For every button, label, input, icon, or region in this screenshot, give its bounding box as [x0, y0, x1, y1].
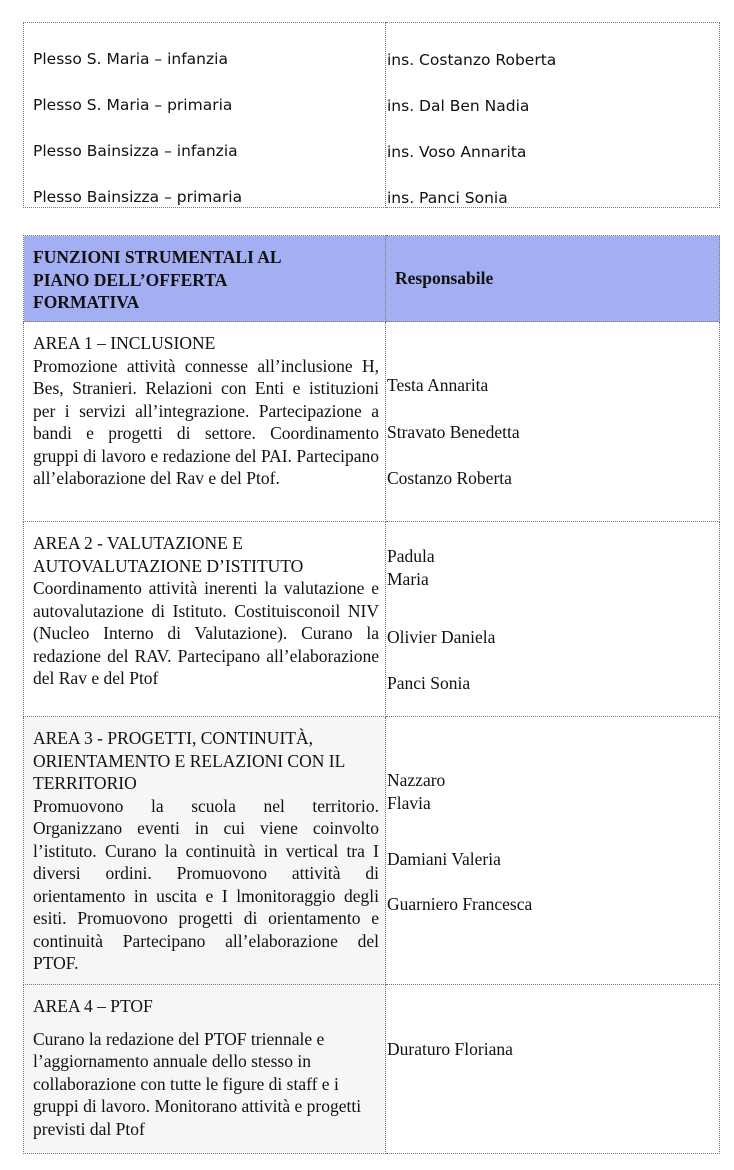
referente-name: ins. Panci Sonia — [387, 189, 508, 207]
plesso-name: Plesso S. Maria – infanzia — [33, 50, 228, 68]
area-row — [24, 985, 720, 1154]
referente-name: ins. Costanzo Roberta — [387, 51, 557, 69]
responsabili-cell — [386, 717, 720, 985]
referente-name: ins. Voso Annarita — [387, 143, 527, 161]
plessi-row — [24, 23, 720, 208]
plesso-name: Plesso Bainsizza – primaria — [33, 188, 243, 206]
plesso-name: Plesso Bainsizza – infanzia — [33, 142, 238, 160]
responsabile-name: Duraturo Floriana — [387, 1039, 513, 1059]
area-cell — [24, 522, 386, 717]
area-row — [24, 522, 720, 717]
area-row — [24, 322, 720, 522]
header-title-line: FORMATIVA — [33, 292, 140, 312]
funzioni-strumentali-table — [23, 235, 720, 1154]
table-header-row — [24, 236, 720, 322]
responsabile-name: Damiani Valeria — [387, 849, 501, 869]
area-title: AREA 3 - PROGETTI, CONTINUITÀ, ORIENTAMENTO E RELAZIONI CON IL TERRITORIO — [33, 728, 345, 793]
area-title: AREA 1 – INCLUSIONE — [33, 333, 216, 353]
area-title: AREA 4 – PTOF — [33, 996, 153, 1016]
header-title-line: PIANO DELL’OFFERTA — [33, 269, 228, 290]
responsabile-name: Nazzaro — [387, 770, 446, 790]
responsabili-cell — [386, 522, 720, 717]
area-title: AREA 2 - VALUTAZIONE E AUTOVALUTAZIONE D’ISTITUTO — [33, 533, 304, 576]
header-title-line: FUNZIONI STRUMENTALI AL — [33, 247, 282, 267]
area-description: Curano la redazione del PTOF triennale e l’aggiornamento annuale dello stesso in collaborazione con tutte le figure di staff e i gruppi di lavoro. Monitorano attività e progetti previsti dal Ptof — [33, 1028, 362, 1139]
plesso-name: Plesso S. Maria – primaria — [33, 96, 233, 114]
responsabile-name: Panci Sonia — [387, 673, 471, 693]
area-row — [24, 717, 720, 985]
referente-name: ins. Dal Ben Nadia — [387, 97, 530, 115]
responsabile-name: Olivier Daniela — [387, 627, 496, 647]
plessi-cell — [24, 23, 386, 208]
responsabile-name: Costanzo Roberta — [387, 468, 512, 488]
referenti-cell — [386, 23, 720, 208]
area-cell — [24, 322, 386, 522]
area-cell — [24, 985, 386, 1154]
plessi-table — [23, 22, 720, 208]
responsabile-name: Stravato Benedetta — [387, 422, 520, 442]
responsabili-cell — [386, 322, 720, 522]
area-description: Coordinamento attività inerenti la valutazione e autovalutazione di Istituto. Costituisconoil NIV (Nucleo Interno di Valutazione). Curano la redazione del RAV. Partecipano all’elaborazione del Rav e del Ptof — [33, 578, 379, 688]
responsabili-cell — [386, 985, 720, 1154]
responsabile-name: Maria — [387, 569, 429, 589]
header-responsabile: Responsabile — [386, 236, 720, 322]
area-description: Promozione attività connesse all’inclusione H, Bes, Stranieri. Relazioni con Enti e istituzioni per i servizi all’integrazione. Partecipazione a bandi e progetti di settore. Coordinamento gruppi di lavoro e redazione del PAI. Partecipano all’elaborazione del Rav e del Ptof. — [33, 355, 379, 488]
area-description: Promuovono la scuola nel territorio. Organizzano eventi in cui viene coinvolto l’istituto. Curano la continuità in vertical tra I diversi ordini. Promuovono attività di orientamento in uscita e I lmonitoraggio degli esiti. Promuovono progetti di orientamento e continuità Partecipano all’elaborazione del PTOF. — [33, 795, 379, 973]
header-title — [24, 236, 386, 322]
area-cell — [24, 717, 386, 985]
responsabile-name: Testa Annarita — [387, 375, 489, 395]
responsabile-name: Guarniero Francesca — [387, 894, 533, 914]
responsabile-name: Padula — [387, 546, 435, 566]
responsabile-name: Flavia — [387, 793, 431, 813]
